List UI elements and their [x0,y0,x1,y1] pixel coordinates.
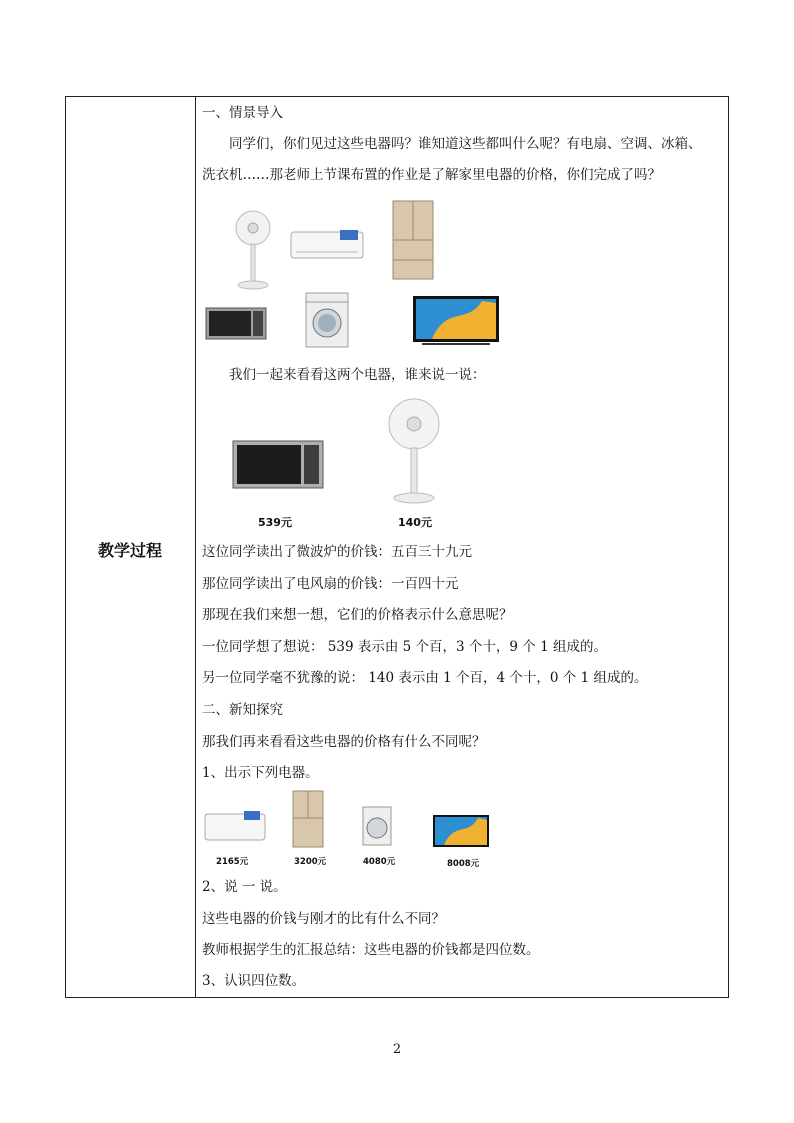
paragraph-line: 另一位同学毫不犹豫的说： 140 表示由 1 个百，4 个十，0 个 1 组成的。 [202,670,648,686]
air-conditioner-icon [204,808,266,844]
price-label: 8008元 [447,859,480,869]
television-icon [432,814,490,852]
washing-machine-icon [305,292,349,348]
washing-machine-icon [362,806,392,846]
fan-icon [386,398,442,504]
paragraph-line: 教师根据学生的汇报总结：这些电器的价钱都是四位数。 [202,942,540,958]
microwave-icon [205,307,267,340]
fan-icon [232,210,274,290]
paragraph-line: 3、认识四位数。 [202,973,306,989]
refrigerator-icon [292,790,324,848]
heading-explore: 二、新知探究 [202,702,283,718]
table-column-divider [195,96,196,998]
price-label: 3200元 [294,857,327,867]
price-label: 4080元 [363,857,396,867]
paragraph-line: 2、说 一 说。 [202,879,287,895]
paragraph-line: 那我们再来看看这些电器的价格有什么不同呢？ [202,734,486,750]
price-label: 140元 [398,516,432,529]
television-icon [412,295,500,347]
paragraph-line: 一位同学想了想说： 539 表示由 5 个百，3 个十，9 个 1 组成的。 [202,639,607,655]
page-number: 2 [392,1042,402,1057]
paragraph-line: 洗衣机……那老师上节课布置的作业是了解家里电器的价格，你们完成了吗？ [202,167,661,183]
paragraph-line: 那位同学读出了电风扇的价钱：一百四十元 [202,576,459,592]
paragraph-line: 1、出示下列电器。 [202,765,319,781]
heading-intro: 一、情景导入 [202,105,283,121]
air-conditioner-icon [290,228,364,262]
paragraph-line: 那现在我们来想一想，它们的价格表示什么意思呢？ [202,607,513,623]
paragraph-line: 我们一起来看看这两个电器，谁来说一说： [229,367,486,383]
price-label: 2165元 [216,857,249,867]
price-label: 539元 [258,516,292,529]
paragraph-line: 这位同学读出了微波炉的价钱：五百三十九元 [202,544,472,560]
microwave-icon [232,440,324,490]
section-label: 教学过程 [97,541,162,560]
refrigerator-icon [392,200,434,280]
paragraph-line: 这些电器的价钱与刚才的比有什么不同？ [202,911,445,927]
paragraph-line: 同学们，你们见过这些电器吗？谁知道这些都叫什么呢？有电扇、空调、冰箱、 [229,136,702,152]
